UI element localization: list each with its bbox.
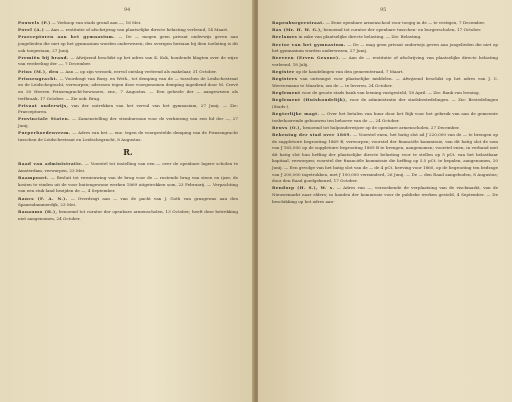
page-number: 94 — [124, 7, 131, 13]
entry-heading: Prinsengracht. — [18, 75, 58, 81]
entry-heading: Purperhoedenveem. — [18, 130, 71, 136]
left-page — [0, 0, 254, 402]
entry-text: — Voordragt van Burg. en Weth., tot demping van de — tusschen de Leidschestraat en de Leidschegracht, verworpen; adressen tegen deze voorgenomen demping ingediend door M. Crevé en 30 Heeren Prinsengracht-bewoners, enz., 7 Augustus. — Een geheele der — aangewezen als terfbraak, 17 October. — Zie ook: Brug. — [18, 75, 238, 101]
entry-text: in zake van plaatselijke directe belasting. — Zie: Belasting. — [297, 34, 422, 40]
index-entry — [272, 34, 498, 41]
entry-text: voor de administratie der stadsbestedelingen. — Zie: Bestedelingen (Stads-). — [272, 97, 498, 109]
index-entry — [18, 20, 238, 27]
entry-heading: Register — [272, 69, 295, 75]
index-entry — [18, 175, 238, 195]
section-letter: R. — [123, 147, 133, 158]
index-entry — [18, 76, 238, 102]
entry-text: — Voorstel tot instelling van een — over de openbare lagere scholen te Amsterdam, verworpen, 23 Mei. — [18, 161, 238, 174]
entry-heading: Prins (M.), den — [18, 68, 59, 74]
entry-text: — Aan — op zijn verzoek, eervol ontslag verleend als makelaar, 31 October. — [58, 68, 217, 74]
entry-heading: Rekening der stad over 1869. — [272, 132, 352, 138]
index-entry — [272, 20, 498, 27]
entry-text: benoemd tot curator der openbare tusschen- en burgerscholen, 17 October. — [322, 27, 482, 33]
index-entry — [272, 69, 498, 76]
index-entry — [272, 42, 498, 55]
entry-text: op de handelingen van den gemeenteraad, 7 Maart. — [294, 69, 404, 75]
index-entry — [272, 90, 498, 97]
entry-heading: Rancs (F. A. N.). — [18, 195, 68, 201]
index-entry — [18, 209, 238, 222]
entry-heading: Raad van administratie. — [18, 161, 84, 167]
entry-heading: Reclames — [272, 34, 298, 40]
entry-heading: Pouwels (P.) — [18, 20, 51, 25]
entry-heading: Provinciale Staten. — [18, 116, 70, 122]
entry-heading: Privaat onderwijs, — [18, 102, 69, 108]
entry-text: — Afwijzend beschikt op het adres van K. Kok, houdende klagten over de wijze van verdeeling der —, 7 December. — [18, 54, 238, 67]
entry-text: — Adres van het — enz. tegen de voorgestelde demping van de Prinsengracht tusschen de Leidschestraat en Leidschegracht, 8 Augustus. — [18, 130, 238, 142]
entry-text: van ontvangst voor plaatselijke middelen. — Afwijzend beschikt op het adres van J. C. Weevermann te Maarlen, om de — te leveren, 24 October. — [272, 76, 498, 88]
entry-heading: Rapenburgerstraat. — [272, 20, 325, 25]
entry-text: — Voorstel enen, het batig slot ad ƒ 220,000 van de — te brengen op de suppletoire begrooting 1869 B, verworpen; voorstel der financiële kommissie, van dit batig slot de som van ƒ 165,000 op de suppletoire begrooting 1869 B te brengen, aangenomen; voorstel enen, in verband met dit batig slot hun heffing der plaatselijke directe belasting voor te stellen op 5 pCt. van het belastbaar kapitaal, verworpen; voorstel der financiële kommissie die heffing op 5.5 pCt. te bepalen, aangenomen, 20 Junij. — Een gevolge van het batig slot van de — de 4 pCt. heeving voor 1860, op de begrooting ten bedrage van ƒ 200,000 ingetrokken, met ƒ 100,000 verminderd, 26 Junij. — De — den Raad aangeboden, 8 Augustus; door den Raad goedgekeurd, 17 October. — [272, 132, 499, 184]
entry-text: benoemd tot curator der openbare armenscholen, 13 October; heeft deze betrekking niet aangenomen, 24 October. — [18, 209, 238, 221]
right-page — [258, 0, 512, 402]
index-entry — [272, 132, 498, 185]
index-entry — [18, 34, 238, 54]
entry-heading: Reeveen (Erven Gesone). — [272, 55, 341, 61]
entry-text: — Overdragt aan — van de pacht van J. Goth van grasgewas aan den Spaarndammerdijk, 23 Mei. — [18, 195, 238, 208]
index-entry — [18, 55, 238, 68]
page-number: 95 — [380, 7, 387, 13]
entry-heading: Ranaumo (H.), — [18, 209, 58, 215]
entry-text: — Verkoop van stads grond aan —, 16 Mei. — [50, 20, 142, 25]
entry-text: — Zamenstelling der stembureaux voor de verkiezing van een lid der —, 27 Junij. — [18, 116, 238, 129]
entry-text: — Eene openbare armenschool voor toegig in de — te vestigen, 7 December. — [324, 20, 486, 25]
index-entry — [272, 76, 498, 89]
index-entry — [272, 27, 498, 34]
entry-heading: Povel (A.) — [18, 27, 45, 33]
entry-text: voor de groote stads bank van leening vastgesteld, 18 April. — Zie: Bank van leening. — [300, 90, 480, 96]
index-entry — [272, 111, 498, 124]
entry-heading: Reuvs (O.), — [272, 124, 302, 130]
entry-text: — Over het betalen van huur door het Rijk voor het gebruik van aan de gemeente toebehoorende gebouwen ten behoeve van de —, 24 October. — [272, 111, 498, 123]
entry-heading: Ras (Mr. H. W. G.), — [272, 27, 323, 33]
index-column — [18, 20, 238, 223]
index-entry — [18, 116, 238, 129]
entry-text: van der outrekken van het vervul van het gymnasium, 27 Junij. — Zie: Praeceptoren. — [18, 102, 238, 115]
entry-heading: Registers — [272, 76, 298, 82]
entry-heading: Premiën bij brand. — [18, 54, 69, 60]
entry-heading: Praeceptoren aan het gymnasium. — [18, 34, 116, 40]
index-entry — [272, 185, 498, 205]
entry-text: benoemd tot hulponderwijzer op de openbare armenscholen, 27 December. — [301, 124, 460, 130]
entry-heading: Rector van het gymnasium. — [272, 41, 346, 47]
entry-heading: Regterlijke magt. — [272, 111, 320, 117]
index-entry — [18, 161, 238, 174]
index-entry — [18, 103, 238, 116]
entry-text: — De — mogen geen privaat onderwijs geven aan jongelieden die niet op het gymnasium worden onderwezen; des overigen bestaan bij dien toelating is dit ook toegestaan, 27 Junij. — [18, 34, 238, 53]
index-entry — [272, 55, 498, 68]
index-entry — [18, 27, 238, 34]
index-column — [272, 20, 498, 205]
index-entry — [18, 130, 238, 143]
entry-text: — Aan de — restitutie of afschrijving van plaatselijke directe belasting verleend, 18 Julij. — [272, 55, 498, 67]
entry-heading: Reglement (Huishoudelijk), — [272, 97, 348, 103]
entry-heading: Raampoort. — [18, 175, 49, 181]
index-entry — [18, 69, 238, 76]
index-entry — [272, 125, 498, 132]
entry-heading: Reglement — [272, 90, 301, 96]
entry-text: — Aan — restitutie of afschrijving van plaatselijke directe belasting verleend, 14 Maart. — [44, 27, 229, 33]
entry-text: — Besluit tot vernieuwing van de brug voor de — rustende brug van steen en ijzer, de kosten te vinden uit de voor buitengewone werken 1869 uitgetrokken som, 23 Februarij. — Verpachting van een stuk land bezijden de —, 4 September. — [18, 175, 238, 194]
entry-text: — Adres van —, verzoekende de verplaatsing van de vischmarkt, van de Nieuwemarkt naar elders; in handen der kommissie voor de publieke werken gesteld, 4 September. — De beschikking op het adres aan- — [272, 185, 498, 204]
entry-heading: Rendorp (H. S.), W. s. — [272, 185, 335, 191]
entry-text: — De — mag geen privaat onderwijs geven aan jongelieden die niet op het gymnasium worden onderwezen, 27 Junij. — [272, 41, 499, 54]
index-entry — [272, 97, 498, 110]
index-entry — [18, 196, 238, 209]
